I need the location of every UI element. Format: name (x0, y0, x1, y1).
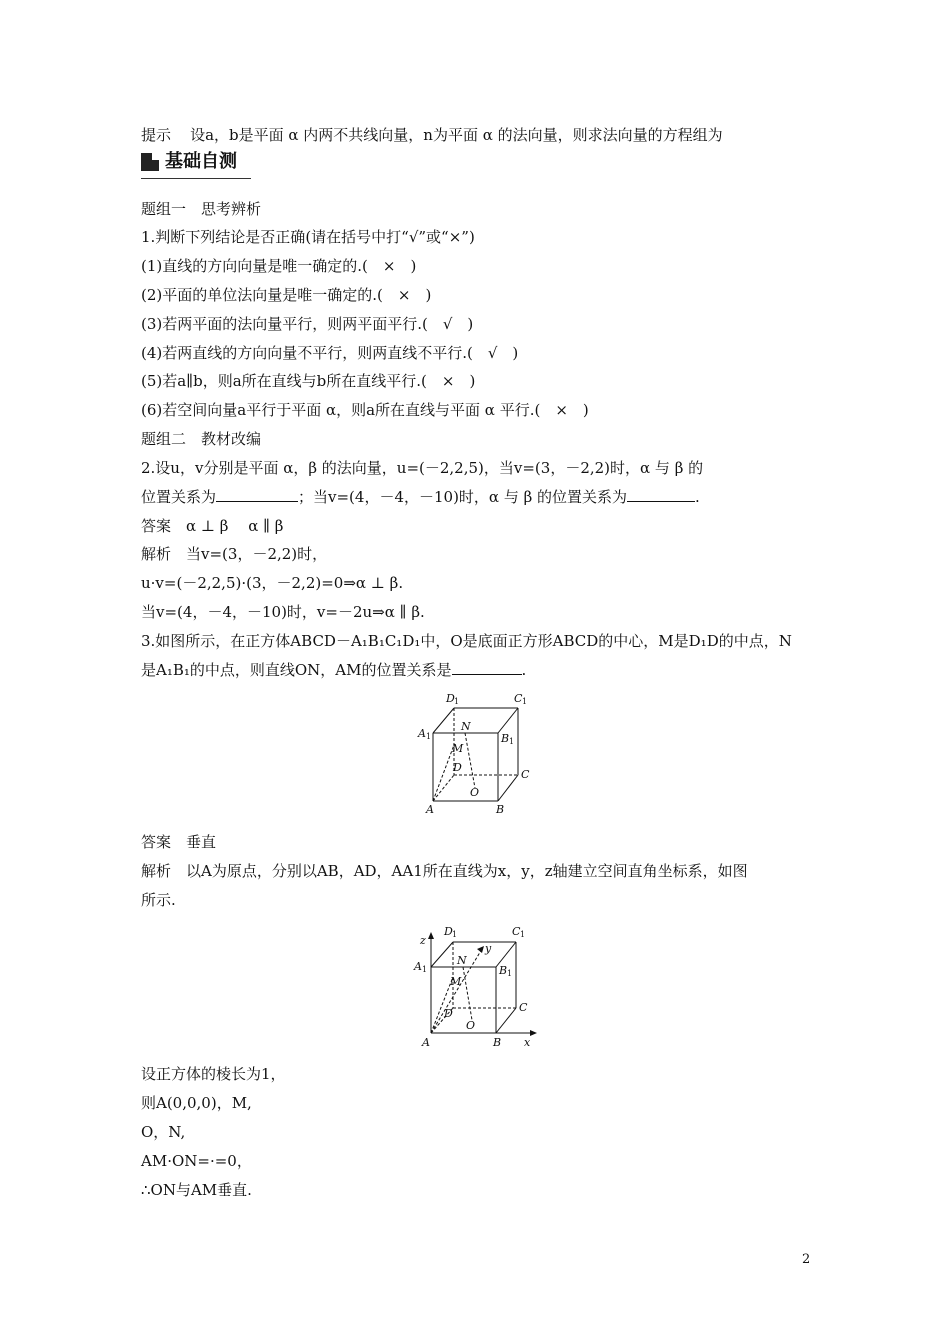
hint-line (141, 124, 723, 146)
answer-blank (452, 660, 522, 675)
label-sub: 1 (522, 697, 528, 706)
q2-analysis: 当v=(4，－4，－10)时，v=－2u⇒α ∥ β. (141, 603, 425, 621)
q2-stem-line2 (141, 486, 700, 508)
q3-analysis: 所示. (141, 891, 176, 909)
label-sub: 1 (426, 732, 432, 741)
coordinate-cube-figure (408, 922, 548, 1052)
label-O: O (466, 1019, 476, 1032)
label-A1: A (414, 960, 422, 973)
solve-line: AM·ON=·=0， (141, 1152, 252, 1170)
section-title: 基础自测 (165, 151, 237, 172)
group2-title: 题组二 教材改编 (141, 430, 262, 448)
label-D1: D (446, 692, 455, 705)
answer-blank (627, 487, 695, 502)
q1-item: (3)若两平面的法向量平行，则两平面平行.( √ ) (141, 315, 474, 333)
q2-answer: 答案 α ⊥ β α ∥ β (141, 517, 284, 535)
group1-title: 题组一 思考辨析 (141, 200, 262, 218)
label-D1: D (444, 925, 453, 938)
q1-item: (1)直线的方向向量是唯一确定的.( × ) (141, 257, 417, 275)
label-N: N (457, 954, 467, 967)
label-sub: 1 (422, 965, 428, 974)
solve-line: O，N, (141, 1123, 186, 1141)
label-z: z (420, 934, 426, 947)
q1-item: (4)若两直线的方向向量不平行，则两直线不平行.( √ ) (141, 344, 519, 362)
label-sub: 1 (520, 930, 526, 939)
section-square-icon (141, 153, 159, 171)
q3-analysis: 解析 以A为原点，分别以AB，AD，AA1所在直线为x，y，z轴建立空间直角坐标系，如图 (141, 862, 748, 880)
label-A1: A (418, 727, 426, 740)
x-axis-arrow-icon (530, 1030, 537, 1036)
hint-text: 设a，b是平面 α 内两不共线向量，n为平面 α 的法向量，则求法向量的方程组为 (190, 126, 723, 144)
q1-stem: 1.判断下列结论是否正确(请在括号中打“√”或“×”) (141, 228, 475, 246)
label-C: C (521, 768, 530, 781)
q1-item: (2)平面的单位法向量是唯一确定的.( × ) (141, 286, 432, 304)
section-heading (141, 150, 251, 179)
q2-analysis: u·v=(－2,2,5)·(3，－2,2)=0⇒α ⊥ β. (141, 574, 404, 592)
solve-line: 则A(0,0,0)，M, (141, 1094, 252, 1112)
q3-answer: 答案 垂直 (141, 833, 217, 851)
q2-analysis: 解析 当v=(3，－2,2)时， (141, 545, 328, 563)
q1-item: (5)若a∥b，则a所在直线与b所在直线平行.( × ) (141, 372, 476, 390)
q2-stem-line1: 2.设u，v分别是平面 α，β 的法向量，u=(－2,2,5)，当v=(3，－2,2)时，α 与 β 的 (141, 459, 704, 477)
solve-line: 设正方体的棱长为1， (141, 1065, 286, 1083)
label-D: D (453, 761, 462, 774)
label-C: C (519, 1001, 528, 1014)
label-sub: 1 (454, 697, 460, 706)
label-B: B (493, 1036, 502, 1049)
q1-item: (6)若空间向量a平行于平面 α，则a所在直线与平面 α 平行.( × ) (141, 401, 589, 419)
label-N: N (461, 720, 471, 733)
label-x: x (524, 1036, 531, 1049)
cube-figure (410, 690, 540, 818)
q3-stem-part-a: 是A₁B₁的中点，则直线ON，AM的位置关系是 (141, 661, 452, 679)
label-M: M (452, 742, 464, 755)
label-sub: 1 (452, 930, 458, 939)
label-M: M (450, 975, 462, 988)
label-B: B (496, 803, 505, 816)
q3-stem-line2 (141, 659, 526, 681)
label-sub: 1 (509, 737, 515, 746)
label-sub: 1 (507, 969, 513, 978)
label-B1: B (499, 964, 508, 977)
label-C1: C (512, 925, 521, 938)
label-A: A (422, 1036, 430, 1049)
label-B1: B (501, 732, 510, 745)
z-axis-arrow-icon (428, 932, 434, 939)
q3-stem-part-b: . (521, 661, 527, 679)
label-C1: C (514, 692, 523, 705)
label-A: A (426, 803, 434, 816)
label-D: D (444, 1007, 453, 1020)
page-number: 2 (802, 1252, 811, 1267)
label-y: y (485, 942, 492, 955)
q2-stem-part-a: 位置关系为 (141, 488, 217, 506)
q2-stem-part-b: ；当v=(4，－4，－10)时，α 与 β 的位置关系为 (298, 488, 628, 506)
solve-line: ∴ON与AM垂直. (141, 1181, 252, 1199)
label-O: O (470, 786, 480, 799)
hint-label: 提示 (141, 126, 172, 144)
answer-blank (216, 487, 298, 502)
q3-stem-line1: 3.如图所示，在正方体ABCD－A₁B₁C₁D₁中，O是底面正方形ABCD的中心，M是D₁D的中点，N (141, 632, 792, 650)
y-axis-arrow-icon (477, 946, 484, 953)
q2-stem-part-c: . (695, 488, 700, 506)
